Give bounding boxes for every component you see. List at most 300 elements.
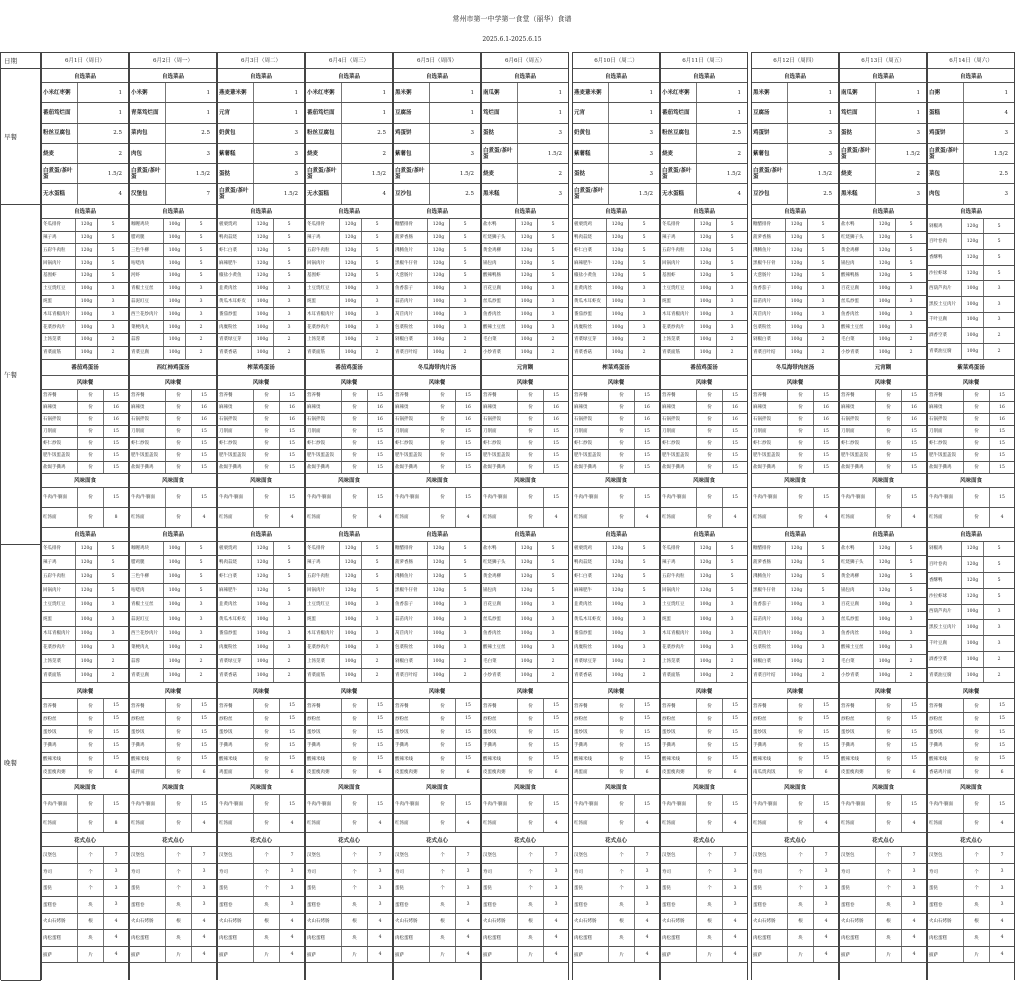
pastry-item-amount: 个 [788, 880, 814, 896]
dinner-flavor-item [661, 713, 747, 726]
pastry-item [573, 880, 659, 897]
pastry-item-amount: 个 [697, 880, 723, 896]
dinner-flavor-item-name: 手撕鸡 [928, 739, 964, 751]
dinner-flavor-header: 风味餐 [482, 683, 568, 699]
flavor-item [928, 462, 1014, 474]
dinner-flavor-item-amount: 份 [78, 699, 104, 711]
day-column [129, 52, 217, 980]
lunch-item-name: 青菜油豆腐 [928, 344, 962, 359]
dinner-item [218, 598, 304, 612]
noodle-item-amount: 份 [788, 508, 814, 527]
dinner-item-amount: 120g [516, 556, 538, 569]
lunch-item-amount: 100g [164, 219, 186, 231]
dinner-item-amount: 100g [164, 584, 186, 597]
dinner-item-name: 黑胶土豆肉片 [928, 620, 962, 635]
flavor-item [42, 438, 128, 450]
dinner-item-price: 3 [375, 644, 379, 650]
lunch-item-price: 3 [909, 324, 913, 330]
dinner-item-name: 丝瓜炒蛋 [840, 612, 874, 625]
lunch-item [482, 283, 568, 296]
lunch-item [573, 244, 659, 257]
pastry-item [306, 847, 392, 864]
dinner-item-price: 5 [909, 588, 913, 594]
dinner-flavor-item-price: 15 [289, 716, 295, 722]
dinner-item-amount: 100g [252, 627, 274, 640]
dinner-flavor-item-amount: 份 [254, 739, 280, 751]
flavor-item-amount: 份 [430, 414, 456, 425]
dinner-item-name: 青菜面筋 [42, 669, 76, 682]
dinner-flavor-item-amount: 份 [518, 713, 544, 725]
breakfast-item-name: 烧麦 [482, 164, 518, 183]
noodle-item-amount: 份 [788, 488, 814, 507]
dinner-item-amount: 100g [962, 620, 984, 635]
dinner-item-name: 腊鸡腿 [130, 556, 164, 569]
lunch-item-price: 3 [642, 298, 646, 304]
dinner-item-name: 炖蛋 [661, 612, 695, 625]
lunch-item-amount: 100g [164, 347, 186, 359]
noodle-item-price: 4 [1000, 514, 1004, 520]
lunch-item-name: 土豆烧红豆 [42, 283, 76, 295]
lunch-item-price: 3 [909, 298, 913, 304]
lunch-item-price: 5 [821, 273, 825, 279]
pastry-item-name: 蛋挞 [42, 880, 78, 896]
noodle-item-price: 15 [377, 494, 383, 500]
pastry-item-name: 肉松蛋糕 [42, 930, 78, 946]
lunch-item-amount: 120g [874, 270, 896, 282]
dinner-noodle-item-amount: 份 [166, 795, 192, 813]
breakfast-item-amount: 1.5/2 [905, 150, 920, 157]
pastry-item-price: 7 [824, 852, 828, 858]
dinner-noodle-item-price: 15 [377, 801, 383, 807]
flavor-item-amount: 份 [166, 414, 192, 425]
flavor-item-price: 16 [644, 416, 650, 422]
lunch-item-amount: 100g [428, 334, 450, 346]
soup-of-day: 元宵糊 [482, 360, 568, 376]
dinner-noodle-item [752, 814, 838, 833]
dinner-header: 自选菜品 [840, 528, 926, 542]
dinner-item-amount: 100g [76, 655, 98, 668]
pastry-item-name: 披萨 [661, 947, 697, 963]
dinner-item-amount: 100g [340, 641, 362, 654]
pastry-item [661, 847, 747, 864]
flavor-item [928, 414, 1014, 426]
flavor-item [42, 462, 128, 474]
lunch-item [661, 321, 747, 334]
pastry-item-name: 肉松蛋糕 [130, 930, 166, 946]
dinner-item-name: 青菜绿豆芽 [218, 655, 252, 668]
pastry-item-name: 披萨 [573, 947, 609, 963]
dinner-item [42, 627, 128, 641]
dinner-flavor-item-price: 15 [465, 729, 471, 735]
lunch-item-price: 3 [111, 311, 115, 317]
dinner-item-amount: 100g [695, 627, 717, 640]
lunch-item [306, 296, 392, 309]
lunch-item-price: 2 [909, 350, 913, 356]
lunch-item-price: 3 [997, 317, 1001, 323]
lunch-item-name: 腊鸡腿 [130, 232, 164, 244]
pastry-item-name: 蛋糕卷 [928, 897, 964, 913]
breakfast-item-amount: 3 [649, 170, 653, 177]
lunch-item [218, 347, 304, 360]
pastry-item-name: 肉松蛋糕 [573, 930, 609, 946]
flavor-item-name: 营养餐 [130, 390, 166, 401]
breakfast-item-amount: 3 [470, 130, 474, 137]
dinner-item-amount: 100g [164, 627, 186, 640]
pastry-item-name: 汉堡包 [218, 847, 254, 863]
dinner-flavor-item-amount: 份 [876, 726, 902, 738]
flavor-item-amount: 份 [518, 426, 544, 437]
lunch-item-amount: 120g [76, 244, 98, 256]
lunch-item-price: 5 [375, 222, 379, 228]
lunch-item-amount: 100g [340, 347, 362, 359]
dinner-flavor-item-amount: 份 [430, 766, 456, 778]
lunch-item-name: 韭黄肉丝 [573, 283, 607, 295]
breakfast-item-name: 小米红枣粥 [661, 83, 697, 102]
breakfast-item-name: 白煮蛋/茶叶蛋 [306, 164, 342, 183]
breakfast-item [482, 164, 568, 184]
dinner-item-price: 2 [287, 673, 291, 679]
breakfast-item [306, 124, 392, 144]
breakfast-item [928, 164, 1014, 184]
dinner-item [661, 655, 747, 669]
day-column [481, 52, 569, 980]
dinner-item-price: 3 [463, 644, 467, 650]
flavor-item [482, 390, 568, 402]
lunch-item-name: 黄金鸡柳 [482, 244, 516, 256]
dinner-header: 自选菜品 [42, 528, 128, 542]
lunch-item-name: 红烧狮子头 [482, 232, 516, 244]
lunch-item-amount: 100g [516, 334, 538, 346]
flavor-item-price: 16 [113, 416, 119, 422]
dinner-item [130, 584, 216, 598]
day-column [660, 52, 748, 980]
lunch-item-amount: 120g [786, 270, 808, 282]
dinner-item-amount: 120g [695, 584, 717, 597]
pastry-item-price: 4 [645, 918, 649, 924]
flavor-item [130, 426, 216, 438]
dinner-noodle-item-amount: 份 [609, 814, 635, 832]
lunch-item-name: 炖蛋 [306, 296, 340, 308]
dinner-item-price: 3 [111, 602, 115, 608]
dinner-item-amount: 100g [428, 612, 450, 625]
dinner-item-amount: 100g [516, 669, 538, 682]
dinner-item [928, 605, 1014, 621]
dinner-item-name: 青菜百叶结 [752, 669, 786, 682]
dinner-flavor-item-name: 蛋炒饭 [482, 726, 518, 738]
lunch-item-price: 3 [821, 311, 825, 317]
pastry-item-name: 肉松蛋糕 [482, 930, 518, 946]
lunch-item [928, 266, 1014, 282]
flavor-item-name: 盐焗手撕鸡 [482, 462, 518, 473]
lunch-item-name: 丝瓜炒蛋 [840, 296, 874, 308]
breakfast-item [573, 144, 659, 164]
pastry-item-amount: 个 [609, 864, 635, 880]
breakfast-item-amount: 4 [118, 191, 122, 198]
pastry-item-price: 7 [733, 852, 737, 858]
dinner-item-amount: 100g [607, 655, 629, 668]
dinner-flavor-item-name: 南瓜烧肉饭 [752, 766, 788, 778]
pastry-item [306, 880, 392, 897]
dinner-flavor-item-price: 15 [644, 756, 650, 762]
lunch-item-amount: 100g [874, 283, 896, 295]
pastry-item-price: 4 [912, 952, 916, 958]
lunch-item-price: 5 [551, 247, 555, 253]
lunch-item-price: 3 [730, 311, 734, 317]
lunch-item-price: 3 [199, 286, 203, 292]
pastry-item-amount: 个 [518, 880, 544, 896]
lunch-item-amount: 100g [607, 308, 629, 320]
dinner-item-name: 西兰花炒肉片 [130, 627, 164, 640]
lunch-item-name: 板栗烧鸡 [573, 219, 607, 231]
breakfast-item-amount: 1.5/2 [638, 191, 653, 198]
flavor-item-amount: 份 [609, 462, 635, 473]
dinner-noodle-item-name: 红汤面 [573, 814, 609, 832]
lunch-flavor-header: 风味餐 [840, 376, 926, 390]
noodle-item-name: 红汤面 [482, 508, 518, 527]
lunch-item-price: 2 [199, 337, 203, 343]
flavor-item-price: 15 [999, 464, 1005, 470]
dinner-item [752, 627, 838, 641]
breakfast-item-name: 黑米糕 [840, 184, 876, 203]
dinner-item-amount: 100g [428, 669, 450, 682]
lunch-item-price: 5 [463, 260, 467, 266]
breakfast-header: 自选菜品 [752, 69, 838, 83]
flavor-item-name: 麻辣烫 [752, 402, 788, 413]
flavor-item [661, 402, 747, 414]
pastry-item [482, 947, 568, 964]
lunch-item-name: 黄金鸡柳 [840, 244, 874, 256]
dinner-noodle-item-name: 牛肉/牛腩面 [218, 795, 254, 813]
dinner-item-name: 千叶豆腐 [928, 636, 962, 651]
dinner-flavor-item-name: 鸡蛋面 [218, 766, 254, 778]
flavor-item-price: 15 [553, 392, 559, 398]
dinner-item-amount: 100g [962, 636, 984, 651]
breakfast-item-amount: 1 [118, 109, 122, 116]
dinner-flavor-item-name: 酸辣米线 [482, 753, 518, 765]
dinner-flavor-item-price: 6 [554, 769, 558, 775]
dinner-flavor-item [840, 726, 926, 739]
lunch-item-name: 青菜香菇 [573, 347, 607, 359]
breakfast-item-name: 粉丝豆腐包 [42, 124, 78, 143]
lunch-item-name: 糖醋排骨 [752, 219, 786, 231]
flavor-item [573, 462, 659, 474]
dinner-noodle-item-price: 4 [645, 820, 649, 826]
dinner-noodle-item-name: 红汤面 [928, 814, 964, 832]
lunch-item-amount: 100g [164, 321, 186, 333]
dinner-flavor-item-amount: 份 [964, 713, 990, 725]
lunch-item [394, 219, 480, 232]
dinner-flavor-item-name: 营养餐 [661, 699, 697, 711]
flavor-item-name: 肥牛饭蛋盖饭 [394, 450, 430, 461]
noodle-item-amount: 份 [78, 508, 104, 527]
lunch-item [573, 347, 659, 360]
flavor-item-price: 15 [823, 392, 829, 398]
dinner-item-name: 韭黄肉丝 [218, 598, 252, 611]
lunch-item-price: 2 [821, 350, 825, 356]
pastry-item-amount: 片 [964, 947, 990, 963]
lunch-item-name: 黑胶土豆肉片 [928, 297, 962, 312]
pastry-item-name: 汉堡包 [752, 847, 788, 863]
dinner-flavor-item-price: 15 [911, 756, 917, 762]
dinner-item-name: 土豆烧红豆 [661, 598, 695, 611]
dinner-item-name: 蒜泥豇豆 [130, 612, 164, 625]
dinner-flavor-item [752, 753, 838, 766]
dinner-noodle-item-name: 红汤面 [306, 814, 342, 832]
lunch-header: 自选菜品 [928, 205, 1014, 219]
dinner-item [752, 655, 838, 669]
lunch-item-name: 基围虾 [42, 270, 76, 282]
dinner-flavor-item-amount: 份 [166, 713, 192, 725]
noodle-item-name: 红汤面 [130, 508, 166, 527]
flavor-item [573, 438, 659, 450]
pastry-item-name: 披萨 [394, 947, 430, 963]
dinner-item [306, 627, 392, 641]
breakfast-header: 自选菜品 [928, 69, 1014, 83]
dinner-item-name: 木耳青椒肉片 [306, 627, 340, 640]
noodle-item-name: 红汤面 [928, 508, 964, 527]
dinner-item-name: 剁椒白菜 [394, 655, 428, 668]
lunch-header: 自选菜品 [218, 205, 304, 219]
dinner-item-amount: 100g [874, 641, 896, 654]
dinner-item-name: 辣子鸡 [42, 556, 76, 569]
pastry-item-name: 蛋挞 [928, 880, 964, 896]
lunch-item [573, 270, 659, 283]
dinner-flavor-item [661, 726, 747, 739]
flavor-item-amount: 份 [876, 414, 902, 425]
dinner-flavor-item-amount: 份 [876, 713, 902, 725]
lunch-item-price: 5 [821, 260, 825, 266]
noodle-item-price: 8 [114, 514, 118, 520]
flavor-item-price: 15 [911, 428, 917, 434]
breakfast-item-amount: 3 [1004, 191, 1008, 198]
dinner-item-price: 5 [199, 588, 203, 594]
dinner-item [661, 570, 747, 584]
lunch-item-name: 五彩牛肉粒 [306, 244, 340, 256]
lunch-item-name: 青椒土豆丝 [130, 283, 164, 295]
pastry-item-amount: 个 [788, 847, 814, 863]
dinner-item [306, 556, 392, 570]
flavor-item-amount: 份 [78, 414, 104, 425]
dinner-flavor-item-name: 酸辣米线 [661, 753, 697, 765]
pastry-item [42, 897, 128, 914]
lunch-item-amount: 100g [76, 308, 98, 320]
lunch-item [482, 334, 568, 347]
pastry-item-name: 蛋挞 [130, 880, 166, 896]
dinner-item-name: 上汤苋菜 [306, 655, 340, 668]
dinner-item-amount: 100g [76, 598, 98, 611]
lunch-item-name: 青菜绿豆芽 [218, 334, 252, 346]
dinner-flavor-item-name: 酸辣米线 [42, 753, 78, 765]
pastry-item [840, 847, 926, 864]
dinner-item-amount: 120g [874, 542, 896, 555]
dinner-flavor-item [928, 713, 1014, 726]
dinner-flavor-item-price: 15 [465, 716, 471, 722]
pastry-item-name: 蛋挞 [752, 880, 788, 896]
dinner-flavor-item-name: 炒粉丝 [840, 713, 876, 725]
lunch-item-price: 2 [997, 333, 1001, 339]
dinner-flavor-item [218, 726, 304, 739]
lunch-item-name: 蒜苗肉片 [394, 296, 428, 308]
flavor-item [130, 462, 216, 474]
dinner-flavor-item-price: 15 [644, 742, 650, 748]
dinner-noodle-header: 风味面食 [928, 779, 1014, 795]
lunch-item-price: 2 [111, 350, 115, 356]
dinner-noodle-item-amount: 份 [78, 795, 104, 813]
noodle-item-name: 牛肉/牛腩面 [42, 488, 78, 507]
dinner-flavor-item-price: 6 [733, 769, 737, 775]
dinner-item-amount: 100g [252, 612, 274, 625]
dinner-item [840, 655, 926, 669]
dinner-noodle-item-price: 4 [378, 820, 382, 826]
dinner-item-price: 2 [730, 673, 734, 679]
dinner-item-name: 青椒土豆丝 [130, 598, 164, 611]
flavor-item-price: 16 [644, 404, 650, 410]
noodle-item-amount: 份 [254, 508, 280, 527]
dinner-item-name: 上汤苋菜 [661, 655, 695, 668]
pastry-item-price: 3 [466, 869, 470, 875]
flavor-item-name: 盐焗手撕鸡 [661, 462, 697, 473]
breakfast-item-amount: 1 [916, 89, 920, 96]
lunch-item [42, 219, 128, 232]
flavor-item-amount: 份 [430, 462, 456, 473]
dinner-flavor-item-name: 营养餐 [482, 699, 518, 711]
dinner-item-name: 包菜粉丝 [752, 641, 786, 654]
breakfast-item-name: 白煮蛋/茶叶蛋 [661, 164, 697, 183]
lunch-item-name: 菠萝香肠 [394, 232, 428, 244]
flavor-item-price: 15 [465, 440, 471, 446]
flavor-item-price: 15 [732, 428, 738, 434]
dinner-item-name: 剁椒白菜 [752, 655, 786, 668]
dinner-item-amount: 100g [962, 668, 984, 683]
lunch-item [752, 321, 838, 334]
flavor-item-price: 15 [911, 392, 917, 398]
dinner-item-amount: 100g [695, 598, 717, 611]
dinner-flavor-item-name: 手撕鸡 [306, 739, 342, 751]
lunch-item-price: 2 [287, 337, 291, 343]
breakfast-item [394, 103, 480, 123]
dinner-flavor-item [394, 753, 480, 766]
flavor-item [218, 414, 304, 426]
dinner-noodle-item-price: 15 [823, 801, 829, 807]
lunch-noodle-header: 风味面食 [928, 474, 1014, 488]
dinner-header: 自选菜品 [752, 528, 838, 542]
pastry-item [840, 947, 926, 964]
pastry-item-price: 4 [554, 935, 558, 941]
lunch-item-name: 黄瓜木耳虾皮 [218, 296, 252, 308]
flavor-item-name: 虾仁炒饭 [482, 438, 518, 449]
lunch-item [218, 270, 304, 283]
breakfast-item-name: 紫薯糕 [573, 144, 609, 163]
breakfast-item-amount: 1 [916, 109, 920, 116]
breakfast-item-name: 小米粥 [130, 83, 166, 102]
noodle-item [130, 488, 216, 508]
dinner-flavor-item-price: 15 [823, 729, 829, 735]
lunch-item-price: 2 [551, 350, 555, 356]
flavor-item-name: 营养餐 [573, 390, 609, 401]
pastry-item-amount: 个 [166, 880, 192, 896]
dinner-flavor-item-amount: 份 [788, 739, 814, 751]
pastry-item-price: 4 [466, 918, 470, 924]
dinner-item-amount: 100g [786, 669, 808, 682]
pastry-item-amount: 片 [78, 947, 104, 963]
dinner-item [306, 570, 392, 584]
pastry-item [218, 930, 304, 947]
flavor-item-name: 石锅拌饭 [306, 414, 342, 425]
dinner-item-name: 辣子鸡 [661, 556, 695, 569]
lunch-item-price: 3 [287, 298, 291, 304]
dinner-flavor-item-price: 15 [823, 716, 829, 722]
dinner-flavor-item-price: 15 [289, 742, 295, 748]
